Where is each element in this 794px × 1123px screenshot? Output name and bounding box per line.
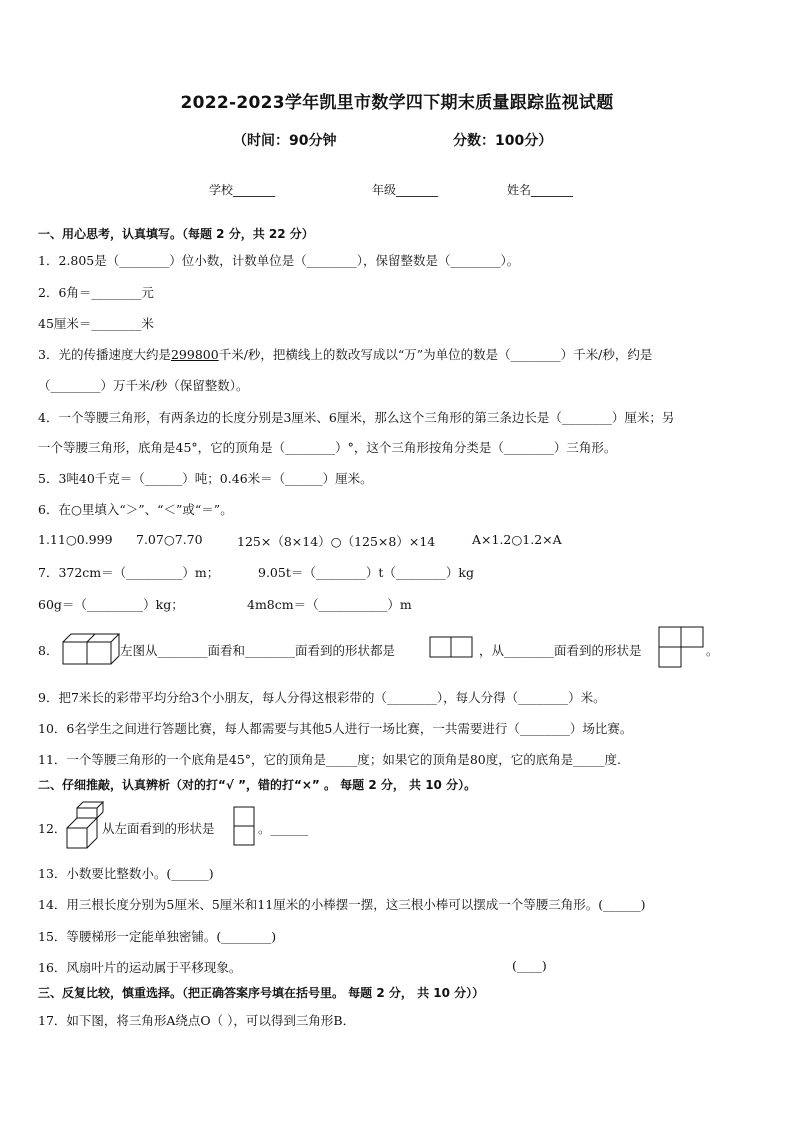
grade-field: 年级_______ xyxy=(372,183,439,197)
question-11: 11．一个等腰三角形的一个底角是45°，它的顶角是_____度；如果它的顶角是80度，它的底角是_____度. xyxy=(38,752,621,767)
question-3a-pre: 3．光的传播速度大约是 xyxy=(38,347,171,362)
question-12-end: 。______ xyxy=(258,821,309,836)
question-3a xyxy=(38,345,652,363)
question-3b: （________）万千米/秒（保留整数）。 xyxy=(38,378,249,393)
question-12-number: 12． xyxy=(38,821,67,836)
question-13: 13．小数要比整数小。(______) xyxy=(38,866,214,881)
question-2b: 45厘米＝________米 xyxy=(38,316,154,331)
question-8-text-2: ，从________面看到的形状是 xyxy=(479,643,642,658)
question-8-end: 。 xyxy=(706,643,719,658)
question-5: 5．3吨40千克＝（______）吨；0.46米＝（______）厘米。 xyxy=(38,471,373,486)
l-shape-view-figure xyxy=(658,626,704,668)
section-1-heading: 一、用心思考，认真填写。（每题 2 分，共 22 分） xyxy=(38,227,314,241)
page-title: 2022-2023学年凯里市数学四下期末质量跟踪监视试题 xyxy=(180,93,614,113)
question-7b-part2: 4m8cm＝（___________）m xyxy=(247,597,412,612)
question-15: 15．等腰梯形一定能单独密铺。(________) xyxy=(38,929,277,944)
question-4a: 4．一个等腰三角形，有两条边的长度分别是3厘米、6厘米，那么这个三角形的第三条边长是（________）厘米；另 xyxy=(38,410,675,425)
question-7b-part1: 60g＝（_________）kg； xyxy=(38,597,184,612)
question-4b: 一个等腰三角形，底角是45°，它的顶角是（________）°，这个三角形按角分类是（________）三角形。 xyxy=(38,440,617,455)
question-9: 9．把7米长的彩带平均分给3个小朋友，每人分得这根彩带的（________），每人分得（________）米。 xyxy=(38,690,606,705)
exam-score: 分数：100分） xyxy=(453,133,553,149)
question-14: 14．用三根长度分别为5厘米、5厘米和11厘米的小棒摆一摆，这三根小棒可以摆成一个等腰三角形。(______) xyxy=(38,897,646,912)
question-17: 17．如下图，将三角形A绕点O（ ），可以得到三角形B． xyxy=(38,1013,356,1028)
section-2-heading: 二、仔细推敲，认真辨析（对的打“√ ”，错的打“×” 。 每题 2 分， 共 10 分）。 xyxy=(38,778,477,792)
question-7a-part1: 7．372cm＝（_________）m； xyxy=(38,565,220,580)
vertical-two-square-figure xyxy=(233,806,255,846)
question-10: 10．6名学生之间进行答题比赛，每人都需要与其他5人进行一场比赛，一共需要进行（________）场比赛。 xyxy=(38,721,633,736)
school-field: 学校_______ xyxy=(209,183,276,197)
question-3a-post: 千米/秒，把横线上的数改写成以“万”为单位的数是（________）千米/秒，约是 xyxy=(218,347,653,362)
question-2a: 2．6角＝________元 xyxy=(38,285,154,300)
question-16: 16．风扇叶片的运动属于平移现象。 xyxy=(38,960,242,975)
section-3-heading: 三、反复比较，慎重选择。（把正确答案序号填在括号里。 每题 2 分， 共 10 分）） xyxy=(38,986,485,1000)
question-8-text-1: 左图从________面看和________面看到的形状都是 xyxy=(120,643,396,658)
question-6: 6．在○里填入“＞”、“＜”或“＝”。 xyxy=(38,502,233,517)
q6-item-4: A×1.2○1.2×A xyxy=(472,532,562,547)
q6-item-1: 1.11○0.999 xyxy=(38,532,113,547)
q6-item-2: 7.07○7.70 xyxy=(136,532,203,547)
stacked-cubes-figure xyxy=(66,800,102,850)
question-16-blank: (____) xyxy=(512,958,547,973)
cube-pair-figure xyxy=(62,632,118,666)
question-8-number: 8． xyxy=(38,643,59,658)
question-1: 1．2.805是（________）位小数，计数单位是（________），保留整数是（________）。 xyxy=(38,253,520,268)
q6-item-3: 125×（8×14）○（125×8）×14 xyxy=(237,534,436,549)
two-square-view-figure xyxy=(429,636,473,658)
question-7a-part2: 9.05t＝（________）t（________）kg xyxy=(258,565,474,580)
underlined-number: 299800 xyxy=(170,347,219,362)
question-12-text: 从左面看到的形状是 xyxy=(102,821,215,836)
name-field: 姓名_______ xyxy=(507,183,574,197)
exam-time: （时间：90分钟 xyxy=(233,133,337,149)
